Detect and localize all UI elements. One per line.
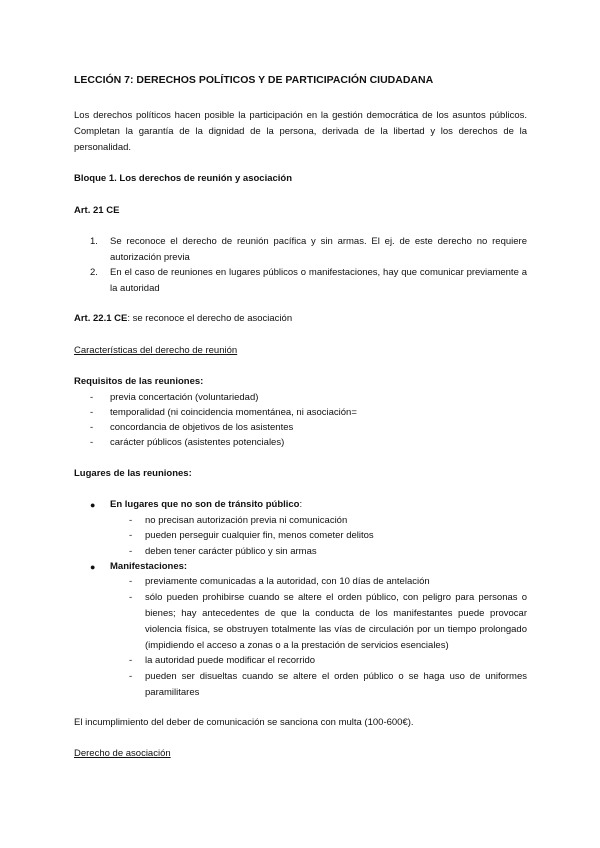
art21-item-1-num: 1. [90,236,98,247]
lugares-subitem [129,528,527,544]
dash-marker: - [129,530,133,541]
intro-paragraph: Los derechos políticos hacen posible la participación en la gestión democrática de los asuntos públicos. Completan la garantía de la dignidad de la persona, derivada de la libertad y los derechos de la personalidad. [74,110,527,153]
requisito-text: previa concertación (voluntariedad) [110,392,259,403]
requisitos-text: Requisitos de las reuniones: [74,376,204,387]
dash-marker: - [129,546,133,557]
requisito-item [90,435,527,451]
asociacion-text: Derecho de asociación [74,748,171,759]
requisitos-heading [74,374,527,390]
lugares-subitem-text: sólo pueden prohibirse cuando se altere el orden público, con peligro para personas o bienes; hay antecedentes de que la conducta de los manifestantes puede provocar violencia física, se obstruyen totalmente las vías de circulación por un tiempo prolongado (impidiendo el acceso a zonas o a la prestación de servicios esenciales) [145,592,527,651]
art22-label: Art. 22.1 CE [74,313,128,324]
dash-marker: - [90,437,94,448]
requisito-item [90,405,527,421]
caracteristicas-heading [74,343,527,359]
dash-marker: - [129,515,133,526]
requisito-text: carácter públicos (asistentes potenciales) [110,437,285,448]
lugares-subitem-text: la autoridad puede modificar el recorrido [145,655,316,666]
caracteristicas-text: Características del derecho de reunión [74,345,238,356]
dash-marker: - [129,592,133,603]
art21-heading [74,203,527,219]
page-title: LECCIÓN 7: DERECHOS POLÍTICOS Y DE PARTICIPACIÓN CIUDADANA [74,74,434,86]
incumplimiento-paragraph: El incumplimiento del deber de comunicación se sanciona con multa (100-600€). [74,717,414,728]
lugares-group-1 [90,497,527,513]
art21-item-1 [90,234,527,266]
requisito-item [90,390,527,406]
art21-item-1-text: Se reconoce el derecho de reunión pacífica y sin armas. El ej. de este derecho no requiere autorización previa [110,236,527,263]
dash-marker: - [129,671,133,682]
lugares-group-2 [90,559,527,575]
lugares-subitem-text: no precisan autorización previa ni comunicación [145,515,348,526]
lugares-subitem-text: pueden ser disueltas cuando se altere el orden público o se haga uso de uniformes paramilitares [145,671,527,698]
bullet-icon: ● [90,500,96,510]
lugares-subitem [129,590,527,654]
art22-line [74,311,527,327]
requisito-item [90,420,527,436]
lugares-subitem [129,513,527,529]
art21-item-2 [90,265,527,297]
lugares-subitem-text: deben tener carácter público y sin armas [145,546,317,557]
asociacion-heading [74,746,527,762]
lugares-text: Lugares de las reuniones: [74,468,192,479]
dash-marker: - [129,655,133,666]
lugares-heading [74,466,527,482]
lugares-group-1-label: En lugares que no son de tránsito público [110,499,300,510]
bloque-1-heading [74,171,527,187]
lugares-subitem [129,653,527,669]
dash-marker: - [90,392,94,403]
lugares-group-2-label: Manifestaciones: [110,561,188,572]
art21-item-2-text: En el caso de reuniones en lugares públicos o manifestaciones, hay que comunicar previamente a la autoridad [110,267,527,294]
requisito-text: temporalidad (ni coincidencia momentánea, ni asociación= [110,407,357,418]
lugares-subitem [129,544,527,560]
dash-marker: - [90,422,94,433]
art21-text: Art. 21 CE [74,205,120,216]
lugares-subitem [129,574,527,590]
lugares-group-1-suffix: : [299,499,303,510]
dash-marker: - [90,407,94,418]
dash-marker: - [129,576,133,587]
lugares-subitem [129,669,527,701]
bullet-icon: ● [90,562,96,572]
lugares-subitem-text: pueden perseguir cualquier fin, menos cometer delitos [145,530,374,541]
lugares-subitem-text: previamente comunicadas a la autoridad, con 10 días de antelación [145,576,430,587]
bloque-1-text: Bloque 1. Los derechos de reunión y asociación [74,173,293,184]
art22-text: : se reconoce el derecho de asociación [127,313,293,324]
requisito-text: concordancia de objetivos de los asistentes [110,422,294,433]
art21-item-2-num: 2. [90,267,98,278]
